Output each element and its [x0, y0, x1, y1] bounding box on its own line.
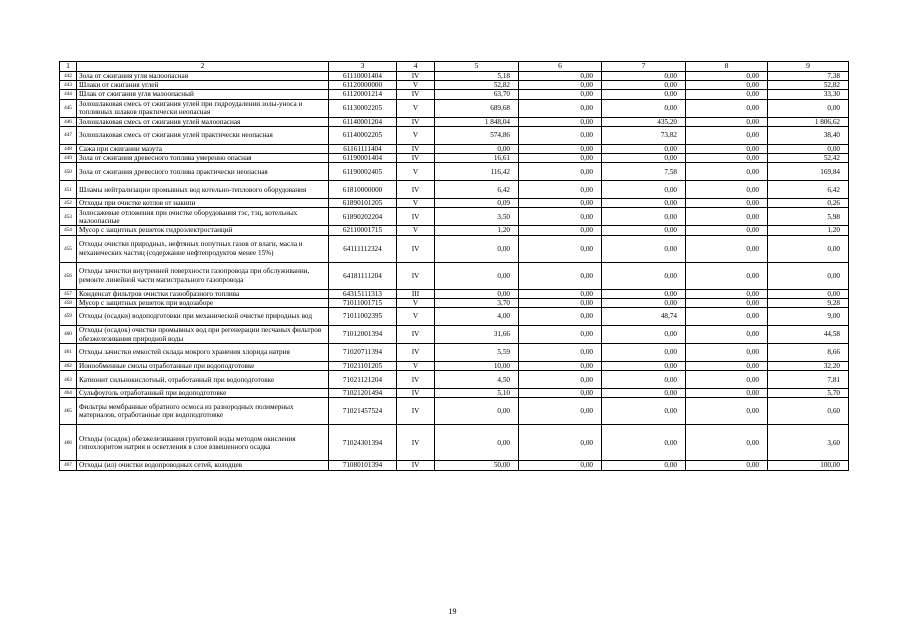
row-number: 454: [60, 226, 77, 235]
fkko-code: 71021121204: [329, 371, 397, 389]
value-col-9: 44,58: [768, 326, 849, 344]
fkko-code: 71020711394: [329, 344, 397, 362]
fkko-code: 61161111404: [329, 144, 397, 153]
value-col-5: 0,00: [435, 289, 519, 298]
waste-name: Шламы нейтрализации промывных вод котельно-теплового оборудования: [77, 181, 329, 199]
hazard-class: V: [397, 298, 435, 307]
table-row: [60, 308, 849, 326]
value-col-7: 0,00: [602, 371, 686, 389]
table-row: [60, 389, 849, 398]
fkko-code: 61130002205: [329, 99, 397, 117]
value-col-8: 0,00: [686, 72, 768, 81]
waste-name: Зола от сжигания древесного топлива практически неопасная: [77, 163, 329, 181]
waste-name: Отходы зачистки внутренней поверхности газопровода при обслуживании, ремонте линейной части магистрального газопровода: [77, 262, 329, 289]
value-col-7: 0,00: [602, 362, 686, 371]
column-number-header-row: [60, 62, 849, 72]
fkko-code: 64111112324: [329, 235, 397, 262]
value-col-8: 0,00: [686, 389, 768, 398]
waste-name: Фильтры мембранные обратного осмоса из разнородных полимерных материалов, отработанные при водоподготовке: [77, 398, 329, 425]
value-col-9: 6,42: [768, 181, 849, 199]
value-col-8: 0,00: [686, 425, 768, 461]
fkko-code: 61140001204: [329, 117, 397, 126]
hazard-class: V: [397, 362, 435, 371]
row-number: 464: [60, 389, 77, 398]
row-number: 451: [60, 181, 77, 199]
value-col-5: 0,00: [435, 235, 519, 262]
value-col-6: 0,00: [519, 117, 602, 126]
row-number: 458: [60, 298, 77, 307]
column-number-header: 7: [602, 62, 686, 72]
value-col-6: 0,00: [519, 362, 602, 371]
value-col-5: 0,00: [435, 262, 519, 289]
value-col-6: 0,00: [519, 72, 602, 81]
table-row: [60, 144, 849, 153]
table-row: [60, 298, 849, 307]
value-col-7: 0,00: [602, 461, 686, 470]
hazard-class: IV: [397, 371, 435, 389]
value-col-5: 1,20: [435, 226, 519, 235]
value-col-7: 0,00: [602, 389, 686, 398]
hazard-class: IV: [397, 181, 435, 199]
table-row: [60, 117, 849, 126]
value-col-5: 5,10: [435, 389, 519, 398]
hazard-class: IV: [397, 144, 435, 153]
value-col-6: 0,00: [519, 163, 602, 181]
value-col-9: 0,00: [768, 262, 849, 289]
hazard-class: IV: [397, 425, 435, 461]
value-col-8: 0,00: [686, 308, 768, 326]
value-col-6: 0,00: [519, 199, 602, 208]
value-col-8: 0,00: [686, 298, 768, 307]
value-col-6: 0,00: [519, 81, 602, 90]
hazard-class: V: [397, 308, 435, 326]
table-row: [60, 371, 849, 389]
hazard-class: IV: [397, 208, 435, 226]
value-col-7: 0,00: [602, 262, 686, 289]
value-col-6: 0,00: [519, 461, 602, 470]
table-row: [60, 199, 849, 208]
value-col-5: 574,86: [435, 126, 519, 144]
table-row: [60, 226, 849, 235]
waste-name: Шлаки от сжигания углей: [77, 81, 329, 90]
waste-name: Мусор с защитных решеток гидроэлектростанций: [77, 226, 329, 235]
row-number: 461: [60, 344, 77, 362]
fkko-code: 61110001404: [329, 72, 397, 81]
value-col-5: 3,50: [435, 208, 519, 226]
hazard-class: V: [397, 199, 435, 208]
column-number-header: 3: [329, 62, 397, 72]
value-col-5: 5,59: [435, 344, 519, 362]
value-col-9: 32,20: [768, 362, 849, 371]
value-col-7: 0,00: [602, 289, 686, 298]
value-col-6: 0,00: [519, 371, 602, 389]
page-number: 19: [448, 607, 457, 616]
value-col-8: 0,00: [686, 81, 768, 90]
table-row: [60, 398, 849, 425]
value-col-7: 0,00: [602, 326, 686, 344]
value-col-5: 0,00: [435, 144, 519, 153]
fkko-code: 61190002405: [329, 163, 397, 181]
value-col-8: 0,00: [686, 154, 768, 163]
value-col-6: 0,00: [519, 90, 602, 99]
value-col-6: 0,00: [519, 99, 602, 117]
fkko-code: 71024301394: [329, 425, 397, 461]
column-number-header: 9: [768, 62, 849, 72]
waste-name: Сажа при сжигании мазута: [77, 144, 329, 153]
row-number: 446: [60, 117, 77, 126]
value-col-8: 0,00: [686, 90, 768, 99]
value-col-9: 0,00: [768, 144, 849, 153]
hazard-class: IV: [397, 344, 435, 362]
row-number: 453: [60, 208, 77, 226]
value-col-6: 0,00: [519, 289, 602, 298]
hazard-class: V: [397, 81, 435, 90]
value-col-5: 6,42: [435, 181, 519, 199]
fkko-code: 61190001404: [329, 154, 397, 163]
value-col-7: 0,00: [602, 425, 686, 461]
value-col-9: 9,28: [768, 298, 849, 307]
hazard-class: IV: [397, 389, 435, 398]
row-number: 448: [60, 144, 77, 153]
hazard-class: V: [397, 163, 435, 181]
value-col-8: 0,00: [686, 144, 768, 153]
row-number: 466: [60, 425, 77, 461]
value-col-6: 0,00: [519, 208, 602, 226]
value-col-5: 63,70: [435, 90, 519, 99]
value-col-8: 0,00: [686, 398, 768, 425]
row-number: 463: [60, 371, 77, 389]
waste-name: Золошлаковая смесь от сжигания углей практически неопасная: [77, 126, 329, 144]
value-col-8: 0,00: [686, 461, 768, 470]
waste-name: Катионит сильнокислотный, отработанный при водоподготовке: [77, 371, 329, 389]
value-col-5: 116,42: [435, 163, 519, 181]
waste-name: Отходы (осадки) водоподготовки при механической очистке природных вод: [77, 308, 329, 326]
table-row: [60, 72, 849, 81]
value-col-7: 0,00: [602, 90, 686, 99]
waste-name: Отходы (осадок) обезжелезивания грунтовой воды методом окисления гипохлоритом натрия и осветления в слое взвешенного осадка: [77, 425, 329, 461]
table-row: [60, 289, 849, 298]
value-col-6: 0,00: [519, 389, 602, 398]
value-col-5: 0,00: [435, 398, 519, 425]
table-row: [60, 208, 849, 226]
row-number: 442: [60, 72, 77, 81]
value-col-7: 7,58: [602, 163, 686, 181]
fkko-code: 71012001394: [329, 326, 397, 344]
value-col-5: 52,82: [435, 81, 519, 90]
row-number: 443: [60, 81, 77, 90]
table-row: [60, 235, 849, 262]
value-col-6: 0,00: [519, 344, 602, 362]
waste-name: Отходы (ил) очистки водопроводных сетей, колодцев: [77, 461, 329, 470]
value-col-8: 0,00: [686, 289, 768, 298]
value-col-9: 0,26: [768, 199, 849, 208]
column-number-header: 5: [435, 62, 519, 72]
hazard-class: IV: [397, 398, 435, 425]
value-col-6: 0,00: [519, 298, 602, 307]
value-col-5: 689,68: [435, 99, 519, 117]
table-row: [60, 81, 849, 90]
fkko-code: 71011001715: [329, 298, 397, 307]
value-col-6: 0,00: [519, 326, 602, 344]
value-col-6: 0,00: [519, 398, 602, 425]
hazard-class: IV: [397, 235, 435, 262]
row-number: 459: [60, 308, 77, 326]
value-col-9: 5,70: [768, 389, 849, 398]
value-col-9: 5,98: [768, 208, 849, 226]
value-col-6: 0,00: [519, 226, 602, 235]
fkko-code: 61140002205: [329, 126, 397, 144]
value-col-6: 0,00: [519, 308, 602, 326]
value-col-5: 3,70: [435, 298, 519, 307]
waste-name: Золошлаковая смесь от сжигания углей малоопасная: [77, 117, 329, 126]
row-number: 457: [60, 289, 77, 298]
fkko-code: 71021101205: [329, 362, 397, 371]
row-number: 455: [60, 235, 77, 262]
hazard-class: V: [397, 226, 435, 235]
column-number-header: 1: [60, 62, 77, 72]
value-col-8: 0,00: [686, 199, 768, 208]
row-number: 444: [60, 90, 77, 99]
waste-name: Отходы (осадок) очистки промывных вод при регенерации песчаных фильтров обезжелезивания природной воды: [77, 326, 329, 344]
value-col-6: 0,00: [519, 425, 602, 461]
value-col-7: 0,00: [602, 199, 686, 208]
value-col-8: 0,00: [686, 344, 768, 362]
table-row: [60, 154, 849, 163]
column-number-header: 2: [77, 62, 329, 72]
fkko-code: 71011002395: [329, 308, 397, 326]
table-row: [60, 344, 849, 362]
value-col-8: 0,00: [686, 235, 768, 262]
value-col-7: 0,00: [602, 235, 686, 262]
row-number: 456: [60, 262, 77, 289]
waste-name: Отходы при очистке котлов от накипи: [77, 199, 329, 208]
value-col-5: 0,09: [435, 199, 519, 208]
value-col-9: 7,38: [768, 72, 849, 81]
table-row: [60, 181, 849, 199]
value-col-7: 0,00: [602, 144, 686, 153]
value-col-8: 0,00: [686, 226, 768, 235]
hazard-class: V: [397, 126, 435, 144]
value-col-7: 0,00: [602, 99, 686, 117]
hazard-class: IV: [397, 154, 435, 163]
fkko-code: 61120001214: [329, 90, 397, 99]
waste-name: Отходы очистки природных, нефтяных попутных газов от влаги, масла и механических частиц (содержание нефтепродуктов менее 15%): [77, 235, 329, 262]
column-number-header: 6: [519, 62, 602, 72]
value-col-7: 435,20: [602, 117, 686, 126]
waste-name: Конденсат фильтров очистки газообразного топлива: [77, 289, 329, 298]
value-col-5: 0,00: [435, 425, 519, 461]
fkko-code: 61810000000: [329, 181, 397, 199]
waste-table: [59, 61, 849, 471]
value-col-9: 0,00: [768, 289, 849, 298]
fkko-code: 61890202204: [329, 208, 397, 226]
value-col-6: 0,00: [519, 144, 602, 153]
column-number-header: 4: [397, 62, 435, 72]
table-row: [60, 163, 849, 181]
waste-name: Ионообменные смолы отработанные при водоподготовке: [77, 362, 329, 371]
value-col-6: 0,00: [519, 126, 602, 144]
value-col-9: 169,84: [768, 163, 849, 181]
waste-name: Шлак от сжигания угля малоопасный: [77, 90, 329, 99]
value-col-8: 0,00: [686, 371, 768, 389]
table-row: [60, 262, 849, 289]
hazard-class: IV: [397, 262, 435, 289]
value-col-5: 10,00: [435, 362, 519, 371]
row-number: 462: [60, 362, 77, 371]
value-col-6: 0,00: [519, 181, 602, 199]
value-col-7: 0,00: [602, 154, 686, 163]
row-number: 467: [60, 461, 77, 470]
value-col-7: 0,00: [602, 398, 686, 425]
row-number: 445: [60, 99, 77, 117]
fkko-code: 62110001715: [329, 226, 397, 235]
fkko-code: 71080101394: [329, 461, 397, 470]
value-col-6: 0,00: [519, 262, 602, 289]
value-col-8: 0,00: [686, 362, 768, 371]
value-col-9: 52,42: [768, 154, 849, 163]
value-col-5: 4,00: [435, 308, 519, 326]
value-col-5: 50,00: [435, 461, 519, 470]
waste-name: Отходы зачистки емкостей склада мокрого хранения хлорида натрия: [77, 344, 329, 362]
fkko-code: 71021201494: [329, 389, 397, 398]
value-col-9: 100,00: [768, 461, 849, 470]
table-row: [60, 362, 849, 371]
fkko-code: 61890101205: [329, 199, 397, 208]
value-col-9: 7,81: [768, 371, 849, 389]
table-row: [60, 90, 849, 99]
value-col-5: 31,66: [435, 326, 519, 344]
value-col-8: 0,00: [686, 99, 768, 117]
value-col-8: 0,00: [686, 117, 768, 126]
hazard-class: IV: [397, 326, 435, 344]
value-col-5: 16,61: [435, 154, 519, 163]
value-col-6: 0,00: [519, 154, 602, 163]
row-number: 452: [60, 199, 77, 208]
value-col-9: 8,66: [768, 344, 849, 362]
table-row: [60, 425, 849, 461]
row-number: 465: [60, 398, 77, 425]
waste-name: Зола от сжигания угля малоопасная: [77, 72, 329, 81]
value-col-8: 0,00: [686, 326, 768, 344]
value-col-5: 4,50: [435, 371, 519, 389]
value-col-7: 0,00: [602, 208, 686, 226]
waste-name: Золошлаковая смесь от сжигания углей при гидроудалении золы-уноса и топливных шлаков практически неопасная: [77, 99, 329, 117]
fkko-code: 71021457524: [329, 398, 397, 425]
value-col-9: 9,00: [768, 308, 849, 326]
value-col-8: 0,00: [686, 208, 768, 226]
row-number: 447: [60, 126, 77, 144]
table-row: [60, 126, 849, 144]
hazard-class: IV: [397, 117, 435, 126]
fkko-code: 64181111204: [329, 262, 397, 289]
column-number-header: 8: [686, 62, 768, 72]
value-col-7: 73,82: [602, 126, 686, 144]
table-row: [60, 99, 849, 117]
fkko-code: 64315111313: [329, 289, 397, 298]
waste-name: Сульфоуголь отработанный при водоподготовке: [77, 389, 329, 398]
waste-name: Зола от сжигания древесного топлива умеренно опасная: [77, 154, 329, 163]
waste-name: Золосажевые отложения при очистке оборудования тэс, тэц, котельных малоопасные: [77, 208, 329, 226]
value-col-7: 0,00: [602, 181, 686, 199]
value-col-7: 0,00: [602, 298, 686, 307]
value-col-9: 33,30: [768, 90, 849, 99]
value-col-9: 0,00: [768, 235, 849, 262]
value-col-9: 0,60: [768, 398, 849, 425]
value-col-9: 52,82: [768, 81, 849, 90]
value-col-8: 0,00: [686, 181, 768, 199]
value-col-9: 0,00: [768, 99, 849, 117]
value-col-7: 0,00: [602, 226, 686, 235]
row-number: 450: [60, 163, 77, 181]
value-col-7: 0,00: [602, 344, 686, 362]
table-row: [60, 461, 849, 470]
hazard-class: V: [397, 99, 435, 117]
table-row: [60, 326, 849, 344]
row-number: 449: [60, 154, 77, 163]
hazard-class: IV: [397, 461, 435, 470]
fkko-code: 61120000000: [329, 81, 397, 90]
value-col-7: 0,00: [602, 72, 686, 81]
value-col-6: 0,00: [519, 235, 602, 262]
value-col-7: 0,00: [602, 81, 686, 90]
hazard-class: III: [397, 289, 435, 298]
value-col-5: 1 848,04: [435, 117, 519, 126]
value-col-7: 48,74: [602, 308, 686, 326]
value-col-8: 0,00: [686, 262, 768, 289]
value-col-9: 38,40: [768, 126, 849, 144]
value-col-9: 3,60: [768, 425, 849, 461]
value-col-5: 5,18: [435, 72, 519, 81]
value-col-9: 1,20: [768, 226, 849, 235]
row-number: 460: [60, 326, 77, 344]
value-col-8: 0,00: [686, 126, 768, 144]
waste-name: Мусор с защитных решеток при водозаборе: [77, 298, 329, 307]
value-col-8: 0,00: [686, 163, 768, 181]
hazard-class: IV: [397, 90, 435, 99]
hazard-class: IV: [397, 72, 435, 81]
value-col-9: 1 806,62: [768, 117, 849, 126]
